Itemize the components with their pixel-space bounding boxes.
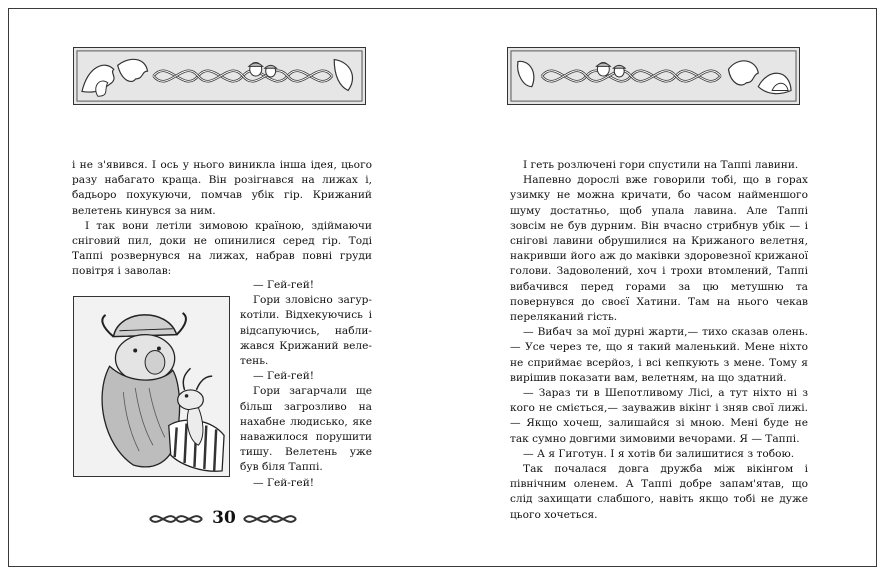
paragraph: Напевно дорослі вже говорили тобі, що в горах узимку не можна кричати, бо часом найменшого шуму достатньо, щоб упала лавина. Але Таппі зовсім не був дурним. Він вчасно стрибнув убік — і снігові лавини обрушилися на Крижаного велетня, накривши його аж до маківки здоровезної крижаної голови. Задоволений, хоч і трохи втомлений, Таппі вибачився перед горами за цю метушню та повернувся до своєї Хатини. Там на нього чекав переляканий гість.	[510, 174, 808, 324]
exclamation-line: — Гей-гей!	[253, 476, 315, 489]
giant-and-deer-illustration	[73, 296, 230, 477]
paragraph: — А я Гиготун. І я хотів би залишитися з тобою.	[523, 447, 795, 460]
paragraph: Так почалася довга дружба між вікінгом і північним оленем. А Таппі добре запам'ятав, що слід захищати слабшого, навіть якщо тобі не дуже цього хочеться.	[510, 463, 808, 521]
paragraph: Гори загарчали ще більш загрозливо на нахабне людисько, яке наважилося порушити тишу. Велетень уже був біля Таппі.	[240, 385, 372, 474]
paragraph: Гори зловісно загуркотіли. Відхекуючись і відсапуючись, наближався Крижаний велетень.	[240, 294, 372, 368]
knot-flourish-icon	[148, 509, 204, 529]
left-page-wrap-text	[240, 278, 372, 491]
page-number: 30	[212, 508, 236, 528]
celtic-knot-oak-leaf-icon	[73, 47, 366, 105]
paragraph: І так вони летіли зимовою країною, здіймаючи сніговий пил, доки не опинилися серед гір. Тоді Таппі розвернувся на лижах, набрав повні груди повітря і заволав:	[72, 219, 372, 278]
paragraph: — Зараз ти в Шепотливому Лісі, а тут ніхто ні з кого не сміється,— зауважив вікінг і зняв свої лижі.— Якщо хочеш, залишайся зі мною. Мені буде не так сумно довгими зимовими вечорами. Я — Таппі.	[510, 387, 808, 445]
page-number-block	[148, 506, 298, 532]
exclamation-line: — Гей-гей!	[253, 370, 315, 383]
knot-flourish-icon	[242, 509, 298, 529]
paragraph: і не з'явився. І ось у нього виникла інша ідея, цього разу набагато краща. Він розігнався на лижах і, бадьоро похукуючи, помчав убік гір. Крижаний велетень кинувся за ним.	[72, 159, 372, 217]
left-page-text	[72, 158, 372, 280]
celtic-knot-oak-leaf-icon	[507, 47, 800, 105]
exclamation-line: — Гей-гей!	[253, 279, 315, 291]
paragraph: І геть розлючені гори спустили на Таппі лавини.	[523, 159, 799, 171]
right-page-text	[510, 158, 808, 523]
paragraph: — Вибач за мої дурні жарти,— тихо сказав олень.— Усе через те, що я такий маленький. Мене ніхто не сприймає всерйоз, і всі кепкують з мене. Тому я вирішив показати вам, велетням, на що здатний.	[510, 326, 808, 384]
